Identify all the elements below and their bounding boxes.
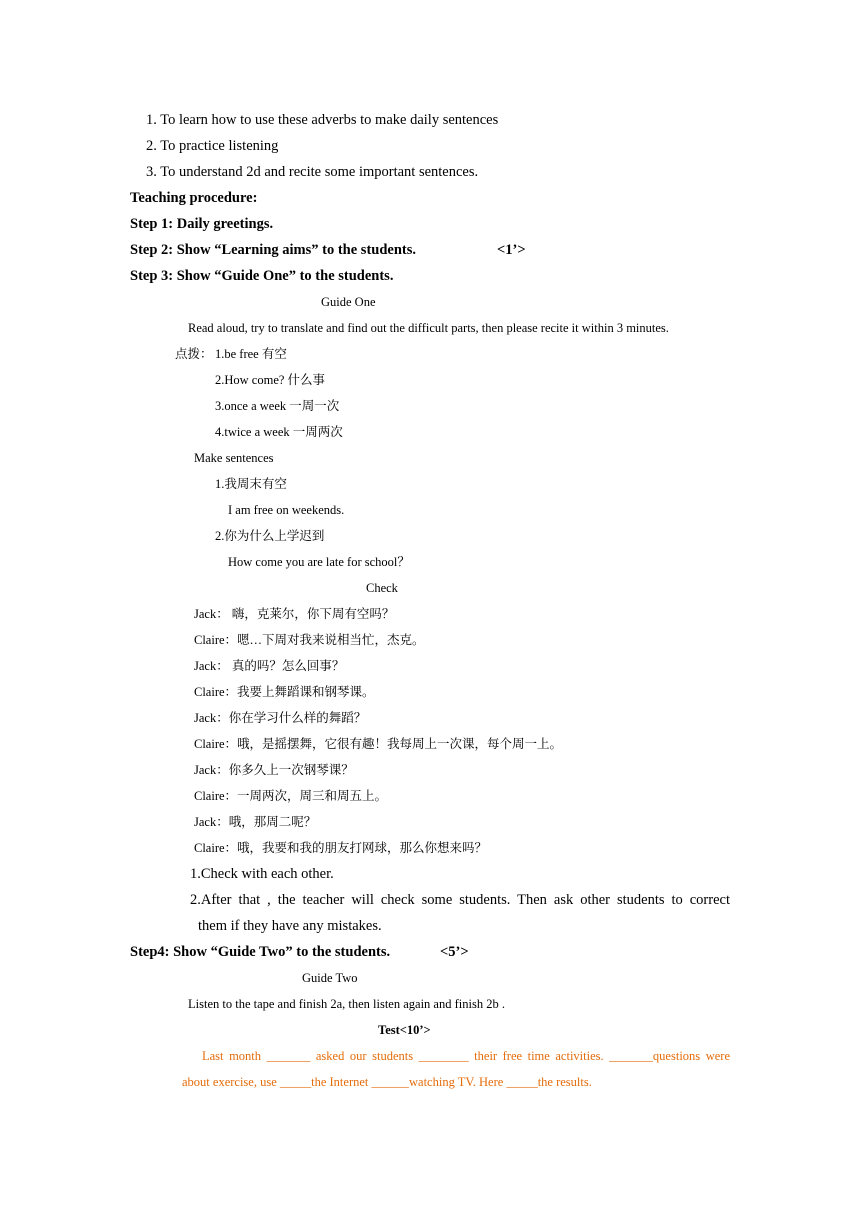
tips-label: 点拨： [175,347,213,361]
dialogue-line: Jack： 嗨，克莱尔，你下周有空吗？ [194,607,395,621]
step-1: Step 1: Daily greetings. [130,216,274,232]
aim-3: 3. To understand 2d and recite some important sentences. [146,164,479,180]
check-instruction-2-cont: them if they have any mistakes. [198,918,382,934]
guide-two-title: Guide Two [302,971,358,985]
test-line-2: about exercise, use _____the Internet ______watching TV. Here _____the results. [182,1075,592,1089]
test-title: Test<10’> [378,1023,431,1037]
check-instruction-1: 1.Check with each other. [190,866,334,882]
dialogue-line: Claire：哦，我要和我的朋友打网球，那么你想来吗？ [194,841,488,855]
step-2-time: <1’> [497,242,526,258]
aim-2: 2. To practice listening [146,138,279,154]
aim-1: 1. To learn how to use these adverbs to make daily sentences [146,112,499,128]
sentence-1-chinese: 1.我周末有空 [215,477,287,491]
step-4: Step4: Show “Guide Two” to the students. [130,944,391,960]
dialogue-line: Jack： 真的吗？怎么回事？ [194,659,345,673]
step-3: Step 3: Show “Guide One” to the students. [130,268,394,284]
tip-3: 3.once a week 一周一次 [215,399,340,413]
check-title: Check [366,581,398,595]
guide-one-instruction: Read aloud, try to translate and find out the difficult parts, then please recite it within 3 minutes. [188,321,669,335]
sentence-2-chinese: 2.你为什么上学迟到 [215,529,325,543]
dialogue-line: Claire：一周两次，周三和周五上。 [194,789,388,803]
procedure-heading: Teaching procedure: [130,190,258,206]
sentence-1-english: I am free on weekends. [228,503,345,517]
step-2: Step 2: Show “Learning aims” to the students. [130,242,416,258]
make-sentences-label: Make sentences [194,451,274,465]
dialogue-line: Jack：你多久上一次钢琴课？ [194,763,354,777]
guide-one-title: Guide One [321,295,376,309]
tip-4: 4.twice a week 一周两次 [215,425,343,439]
dialogue-line: Jack：你在学习什么样的舞蹈？ [194,711,367,725]
test-line-1: Last month _______ asked our students ________ their free time activities. _______questions were [202,1049,730,1063]
dialogue-line: Jack：哦，那周二呢？ [194,815,317,829]
tip-1: 1.be free 有空 [215,347,287,361]
step-4-time: <5’> [440,944,469,960]
dialogue-line: Claire：哦，是摇摆舞，它很有趣！我每周上一次课，每个周一上。 [194,737,563,751]
sentence-2-english: How come you are late for school？ [228,555,410,569]
tip-2: 2.How come? 什么事 [215,373,326,387]
guide-two-instruction: Listen to the tape and finish 2a, then listen again and finish 2b . [188,997,505,1011]
check-instruction-2: 2.After that , the teacher will check some students. Then ask other students to correct [190,892,730,908]
dialogue-line: Claire：嗯…下周对我来说相当忙，杰克。 [194,633,425,647]
dialogue-line: Claire：我要上舞蹈课和钢琴课。 [194,685,375,699]
